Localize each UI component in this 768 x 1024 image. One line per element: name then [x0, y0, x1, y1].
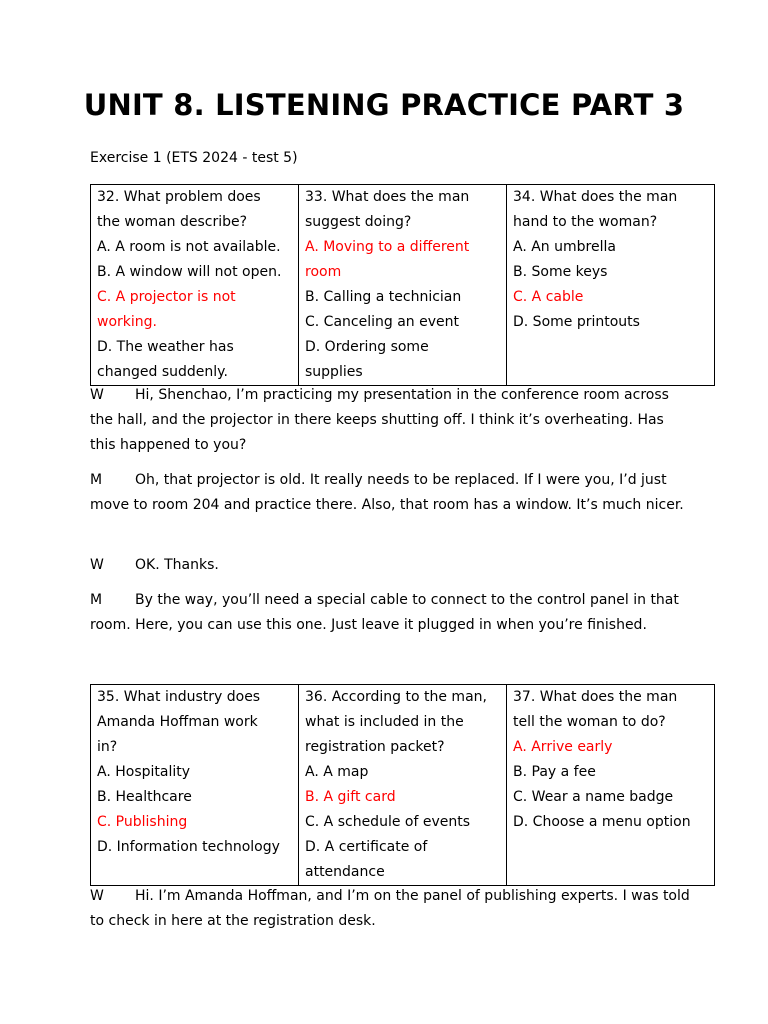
- question-text: 32. What problem does: [97, 189, 261, 205]
- table-row: [91, 185, 715, 386]
- correct-answer-option: working.: [97, 314, 157, 330]
- answer-option: supplies: [305, 364, 363, 380]
- answer-option: D. The weather has: [97, 339, 234, 355]
- question-text: 35. What industry does: [97, 689, 261, 705]
- speaker-label: M: [90, 472, 103, 488]
- correct-answer-option: room: [305, 264, 342, 280]
- dialogue-line: [90, 383, 690, 458]
- question-table-2: [90, 684, 715, 886]
- speaker-label: W: [90, 888, 104, 904]
- question-text: the woman describe?: [97, 214, 248, 230]
- question-cell: [299, 185, 507, 386]
- answer-option: changed suddenly.: [97, 364, 228, 380]
- speaker-label: M: [90, 592, 103, 608]
- question-text: 37. What does the man: [513, 689, 678, 705]
- answer-option: A. Hospitality: [97, 764, 191, 780]
- answer-option: C. A schedule of events: [305, 814, 471, 830]
- correct-answer-option: A. Arrive early: [513, 739, 613, 755]
- answer-option: A. A room is not available.: [97, 239, 281, 255]
- correct-answer-option: C. A projector is not: [97, 289, 236, 305]
- question-text: 34. What does the man: [513, 189, 678, 205]
- answer-option: B. Pay a fee: [513, 764, 596, 780]
- question-text: in?: [97, 739, 118, 755]
- dialogue-text: Oh, that projector is old. It really needs to be replaced. If I were you, I’d just move to room 204 and practice there. Also, that room has a window. It’s much nicer.: [90, 472, 684, 513]
- question-cell: [507, 685, 715, 886]
- answer-option: D. Information technology: [97, 839, 280, 855]
- question-cell: [91, 185, 299, 386]
- question-text: 33. What does the man: [305, 189, 470, 205]
- speaker-label: W: [90, 557, 104, 573]
- dialogue-line: [90, 468, 690, 518]
- correct-answer-option: B. A gift card: [305, 789, 396, 805]
- question-text: tell the woman to do?: [513, 714, 666, 730]
- answer-option: attendance: [305, 864, 385, 880]
- dialogue-line: [90, 553, 690, 578]
- correct-answer-option: C. A cable: [513, 289, 584, 305]
- answer-option: D. Some printouts: [513, 314, 640, 330]
- correct-answer-option: A. Moving to a different: [305, 239, 470, 255]
- answer-option: D. A certificate of: [305, 839, 428, 855]
- table-row: [91, 685, 715, 886]
- dialogue-text: By the way, you’ll need a special cable to connect to the control panel in that room. Here, you can use this one. Just leave it plugged in when you’re finished.: [90, 592, 679, 633]
- dialogue-line: [90, 588, 690, 638]
- question-text: suggest doing?: [305, 214, 412, 230]
- answer-option: C. Canceling an event: [305, 314, 459, 330]
- answer-option: D. Ordering some: [305, 339, 429, 355]
- exercise-label: Exercise 1 (ETS 2024 - test 5): [90, 150, 298, 166]
- question-cell: [91, 685, 299, 886]
- answer-option: B. Calling a technician: [305, 289, 462, 305]
- dialogue-text: Hi. I’m Amanda Hoffman, and I’m on the panel of publishing experts. I was told to check in here at the registration desk.: [90, 888, 690, 929]
- answer-option: A. A map: [305, 764, 369, 780]
- page-title: UNIT 8. LISTENING PRACTICE PART 3: [83, 88, 685, 122]
- dialogue-text: Hi, Shenchao, I’m practicing my presentation in the conference room across the hall, and the projector in there keeps shutting off. I think it’s overheating. Has this happened to you?: [90, 387, 669, 453]
- question-cell: [299, 685, 507, 886]
- correct-answer-option: C. Publishing: [97, 814, 188, 830]
- answer-option: B. A window will not open.: [97, 264, 282, 280]
- dialogue-line: [90, 884, 690, 934]
- question-text: registration packet?: [305, 739, 445, 755]
- answer-option: A. An umbrella: [513, 239, 616, 255]
- question-text: what is included in the: [305, 714, 464, 730]
- question-table-1: [90, 184, 715, 386]
- question-text: Amanda Hoffman work: [97, 714, 258, 730]
- answer-option: C. Wear a name badge: [513, 789, 674, 805]
- question-text: hand to the woman?: [513, 214, 658, 230]
- speaker-label: W: [90, 387, 104, 403]
- dialogue-text: OK. Thanks.: [135, 557, 219, 573]
- answer-option: B. Healthcare: [97, 789, 192, 805]
- question-text: 36. According to the man,: [305, 689, 487, 705]
- question-cell: [507, 185, 715, 386]
- answer-option: D. Choose a menu option: [513, 814, 691, 830]
- answer-option: B. Some keys: [513, 264, 608, 280]
